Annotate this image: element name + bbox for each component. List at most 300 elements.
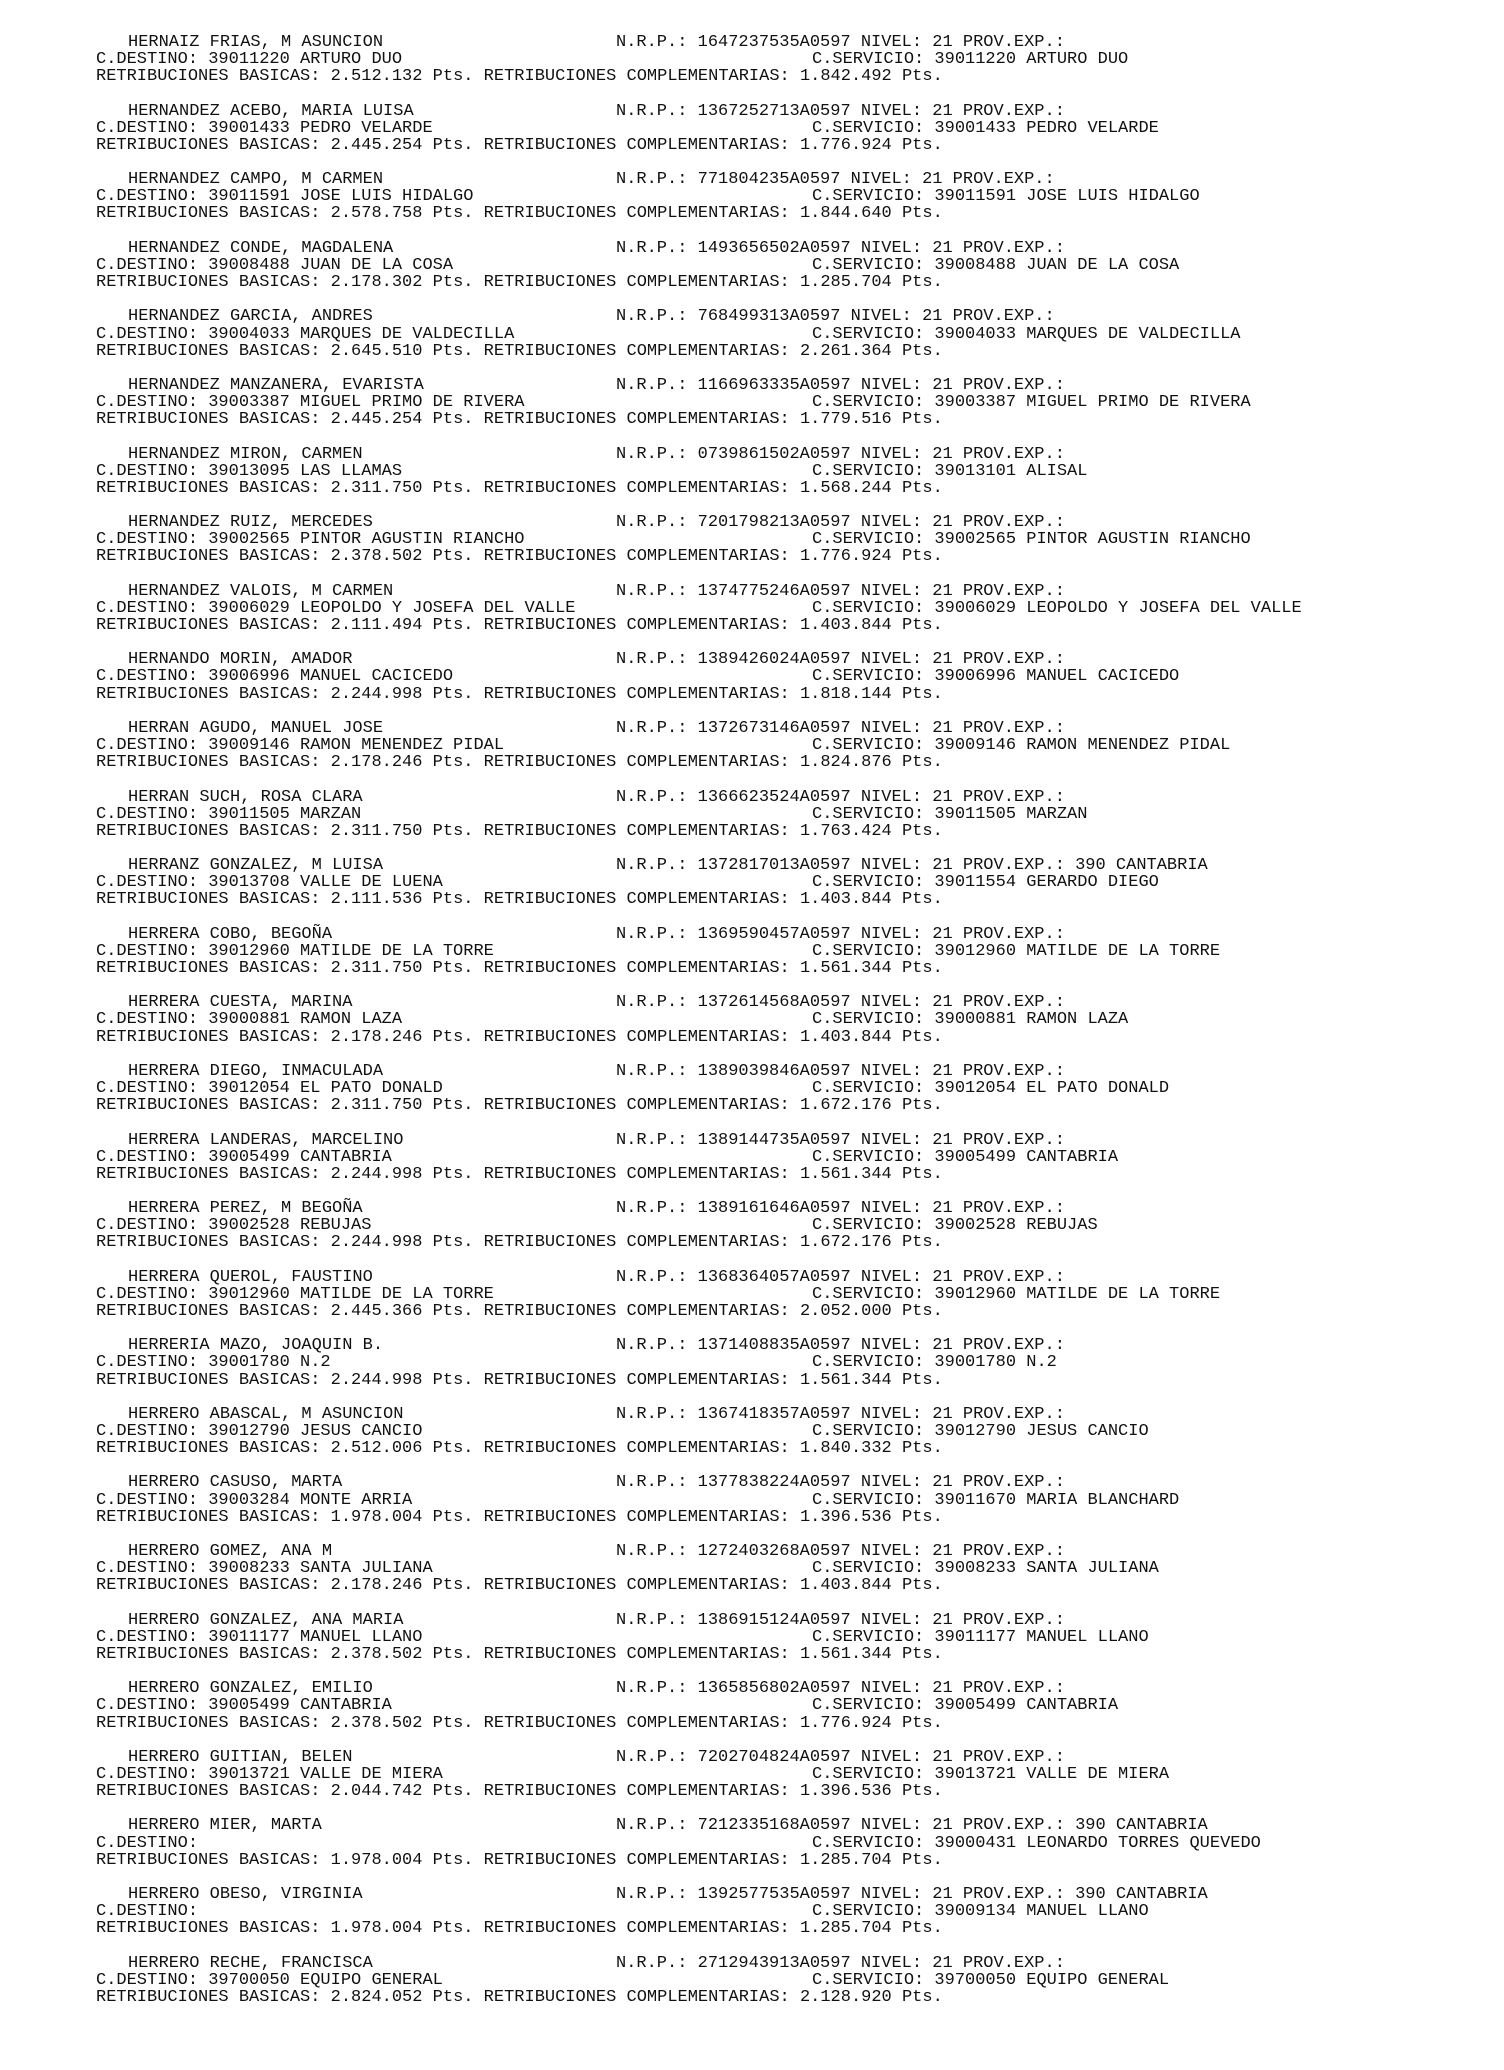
- employee-record: [96, 1063, 1496, 1132]
- complementarias-label: RETRIBUCIONES COMPLEMENTARIAS:: [473, 1576, 800, 1596]
- complementarias-label: RETRIBUCIONES COMPLEMENTARIAS:: [473, 1439, 800, 1459]
- complementarias-value: 1.561.344: [799, 1644, 892, 1664]
- nrp-label: N.R.P.:: [616, 581, 698, 601]
- servicio-label: C.SERVICIO:: [812, 1627, 935, 1647]
- nrp-info: [616, 994, 1065, 1011]
- complementarias-value: 1.568.244: [799, 478, 892, 498]
- nrp-label: N.R.P.:: [616, 718, 698, 738]
- record-header-line: [96, 514, 1496, 531]
- nivel-value: 21: [932, 650, 953, 670]
- servicio-label: C.SERVICIO:: [812, 736, 935, 756]
- employee-record: [96, 926, 1496, 995]
- complementarias-value: 1.403.844: [799, 1027, 892, 1047]
- servicio-info: [812, 1217, 1098, 1234]
- record-destination-line: [96, 531, 1496, 548]
- employee-record: [96, 1132, 1496, 1201]
- nrp-label: N.R.P.:: [616, 1404, 698, 1424]
- destino-info: [96, 1972, 443, 1989]
- pts-unit: Pts.: [422, 1644, 474, 1664]
- pts-unit: Pts.: [422, 1919, 474, 1939]
- destino-info: [96, 531, 524, 548]
- nivel-value: 21: [932, 444, 953, 464]
- nivel-label: NIVEL:: [850, 1199, 933, 1219]
- servicio-value: 39003387 MIGUEL PRIMO DE RIVERA: [934, 393, 1251, 413]
- basicas-label: RETRIBUCIONES BASICAS:: [96, 67, 331, 87]
- servicio-label: C.SERVICIO:: [812, 1422, 935, 1442]
- retribuciones-info: [96, 1440, 943, 1457]
- basicas-label: RETRIBUCIONES BASICAS:: [96, 1164, 331, 1184]
- employee-record: [96, 1406, 1496, 1475]
- nrp-value: 1374775246A0597: [697, 581, 851, 601]
- prov-value: 390 CANTABRIA: [1064, 1885, 1208, 1905]
- employee-record: [96, 308, 1496, 377]
- basicas-label: RETRIBUCIONES BASICAS:: [96, 478, 331, 498]
- prov-label: PROV.EXP.:: [952, 650, 1065, 670]
- nrp-info: [616, 103, 1065, 120]
- pts-unit: Pts.: [422, 410, 474, 430]
- servicio-info: [812, 1903, 1149, 1920]
- nivel-value: 21: [932, 375, 953, 395]
- destino-info: [96, 1217, 371, 1234]
- prov-label: PROV.EXP.:: [942, 170, 1055, 190]
- nrp-info: [616, 1543, 1065, 1560]
- nivel-label: NIVEL:: [850, 1130, 933, 1150]
- retribuciones-info: [96, 1372, 943, 1389]
- nrp-value: 768499313A0597: [697, 307, 841, 327]
- employee-record: [96, 1474, 1496, 1543]
- employee-name: HERRERO OBESO, VIRGINIA: [128, 1885, 363, 1905]
- nrp-value: 1372614568A0597: [697, 993, 851, 1013]
- complementarias-label: RETRIBUCIONES COMPLEMENTARIAS:: [473, 890, 800, 910]
- destino-label: C.DESTINO:: [96, 1902, 209, 1922]
- retribuciones-info: [96, 548, 943, 565]
- nrp-value: 1372817013A0597: [697, 856, 851, 876]
- destino-value: 39008488 JUAN DE LA COSA: [208, 255, 454, 275]
- prov-value: 390 CANTABRIA: [1064, 1816, 1208, 1836]
- record-destination-line: [96, 1697, 1496, 1714]
- nrp-info: [616, 1337, 1065, 1354]
- servicio-info: [812, 120, 1159, 137]
- pts-unit: Pts.: [422, 1850, 474, 1870]
- pts-unit: Pts.: [891, 1027, 943, 1047]
- destino-label: C.DESTINO:: [96, 187, 209, 207]
- nivel-label: NIVEL:: [850, 1336, 933, 1356]
- servicio-label: C.SERVICIO:: [812, 255, 935, 275]
- prov-label: PROV.EXP.:: [952, 1747, 1065, 1767]
- destino-label: C.DESTINO:: [96, 1422, 209, 1442]
- employee-name: HERRAN AGUDO, MANUEL JOSE: [128, 718, 384, 738]
- servicio-label: C.SERVICIO:: [812, 804, 935, 824]
- basicas-label: RETRIBUCIONES BASICAS:: [96, 1507, 331, 1527]
- employee-name: HERNAIZ FRIAS, M ASUNCION: [128, 33, 384, 52]
- retribuciones-info: [96, 1989, 943, 2006]
- nrp-value: 771804235A0597: [697, 170, 841, 190]
- employee-record: [96, 1269, 1496, 1338]
- servicio-info: [812, 394, 1251, 411]
- prov-label: PROV.EXP.:: [952, 1816, 1065, 1836]
- record-header-line: [96, 1337, 1496, 1354]
- complementarias-label: RETRIBUCIONES COMPLEMENTARIAS:: [473, 204, 800, 224]
- employee-record: [96, 1817, 1496, 1886]
- employee-name: HERRERA CUESTA, MARINA: [128, 993, 353, 1013]
- record-destination-line: [96, 1149, 1496, 1166]
- pts-unit: Pts.: [422, 204, 474, 224]
- nivel-label: NIVEL:: [850, 1747, 933, 1767]
- destino-info: [96, 1080, 443, 1097]
- nivel-value: 21: [932, 1610, 953, 1630]
- servicio-info: [812, 1972, 1169, 1989]
- record-salary-line: [96, 1440, 1496, 1457]
- nrp-label: N.R.P.:: [616, 1542, 698, 1562]
- retribuciones-info: [96, 1715, 943, 1732]
- record-header-line: [96, 583, 1496, 600]
- prov-label: PROV.EXP.:: [952, 1473, 1065, 1493]
- record-destination-line: [96, 874, 1496, 891]
- record-header-line: [96, 308, 1496, 325]
- retribuciones-info: [96, 274, 943, 291]
- complementarias-label: RETRIBUCIONES COMPLEMENTARIAS:: [473, 1713, 800, 1733]
- record-header-line: [96, 377, 1496, 394]
- nivel-label: NIVEL:: [850, 1542, 933, 1562]
- nivel-label: NIVEL:: [850, 101, 933, 121]
- employee-name: HERNANDEZ MIRON, CARMEN: [128, 444, 363, 464]
- employee-name: HERRERO ABASCAL, M ASUNCION: [128, 1404, 404, 1424]
- record-salary-line: [96, 1852, 1496, 1869]
- employee-name: HERNANDEZ CAMPO, M CARMEN: [128, 170, 384, 190]
- prov-label: PROV.EXP.:: [952, 1542, 1065, 1562]
- destino-label: C.DESTINO:: [96, 1559, 209, 1579]
- pts-unit: Pts.: [422, 959, 474, 978]
- basicas-label: RETRIBUCIONES BASICAS:: [96, 1096, 331, 1116]
- employee-record: [96, 994, 1496, 1063]
- retribuciones-info: [96, 137, 943, 154]
- complementarias-value: 1.844.640: [799, 204, 892, 224]
- nrp-value: 1368364057A0597: [697, 1267, 851, 1287]
- pts-unit: Pts.: [422, 753, 474, 773]
- basicas-value: 2.044.742: [330, 1782, 423, 1802]
- prov-label: PROV.EXP.:: [952, 856, 1065, 876]
- record-header-line: [96, 1269, 1496, 1286]
- pts-unit: Pts.: [891, 1576, 943, 1596]
- servicio-value: 39011505 MARZAN: [934, 804, 1088, 824]
- servicio-info: [812, 1835, 1261, 1852]
- pts-unit: Pts.: [422, 547, 474, 567]
- nrp-value: 1272403268A0597: [697, 1542, 851, 1562]
- retribuciones-info: [96, 1646, 943, 1663]
- employee-name: HERRAN SUCH, ROSA CLARA: [128, 787, 363, 807]
- nrp-info: [616, 1269, 1065, 1286]
- nrp-label: N.R.P.:: [616, 1816, 698, 1836]
- destino-value: 39012054 EL PATO DONALD: [208, 1079, 443, 1099]
- destino-label: C.DESTINO:: [96, 1147, 209, 1167]
- nrp-value: 7202704824A0597: [697, 1747, 851, 1767]
- nrp-label: N.R.P.:: [616, 993, 698, 1013]
- servicio-info: [812, 1560, 1159, 1577]
- servicio-label: C.SERVICIO:: [812, 393, 935, 413]
- nivel-label: NIVEL:: [850, 1816, 933, 1836]
- basicas-value: 2.178.246: [330, 1027, 423, 1047]
- record-salary-line: [96, 68, 1496, 85]
- prov-label: PROV.EXP.:: [942, 307, 1055, 327]
- servicio-label: C.SERVICIO:: [812, 1490, 935, 1510]
- employee-record: [96, 103, 1496, 172]
- employee-name: HERNANDEZ GARCIA, ANDRES: [128, 307, 373, 327]
- employee-name: HERNANDEZ VALOIS, M CARMEN: [128, 581, 394, 601]
- complementarias-label: RETRIBUCIONES COMPLEMENTARIAS:: [473, 1233, 800, 1253]
- pts-unit: Pts.: [422, 1987, 474, 2007]
- complementarias-label: RETRIBUCIONES COMPLEMENTARIAS:: [473, 684, 800, 704]
- destino-value: 39011220 ARTURO DUO: [208, 50, 403, 70]
- nrp-value: 7201798213A0597: [697, 513, 851, 533]
- nrp-label: N.R.P.:: [616, 787, 698, 807]
- retribuciones-info: [96, 343, 943, 360]
- retribuciones-info: [96, 1783, 943, 1800]
- servicio-label: C.SERVICIO:: [812, 598, 935, 618]
- record-header-line: [96, 446, 1496, 463]
- servicio-info: [812, 668, 1179, 685]
- servicio-label: C.SERVICIO:: [812, 1833, 935, 1853]
- record-destination-line: [96, 1560, 1496, 1577]
- prov-label: PROV.EXP.:: [952, 924, 1065, 944]
- destino-info: [96, 463, 402, 480]
- destino-info: [96, 394, 524, 411]
- complementarias-label: RETRIBUCIONES COMPLEMENTARIAS:: [473, 67, 800, 87]
- record-header-line: [96, 720, 1496, 737]
- destino-label: C.DESTINO:: [96, 50, 209, 70]
- basicas-value: 2.244.998: [330, 1164, 423, 1184]
- pts-unit: Pts.: [891, 273, 943, 293]
- nrp-label: N.R.P.:: [616, 1061, 698, 1081]
- nrp-value: 1377838224A0597: [697, 1473, 851, 1493]
- record-destination-line: [96, 1423, 1496, 1440]
- complementarias-value: 1.396.536: [799, 1782, 892, 1802]
- servicio-label: C.SERVICIO:: [812, 1079, 935, 1099]
- destino-info: [96, 1011, 402, 1028]
- pts-unit: Pts.: [422, 1027, 474, 1047]
- employee-record: [96, 1955, 1496, 2024]
- record-salary-line: [96, 1303, 1496, 1320]
- pts-unit: Pts.: [891, 341, 943, 361]
- destino-value: 39700050 EQUIPO GENERAL: [208, 1970, 443, 1990]
- retribuciones-info: [96, 68, 943, 85]
- nivel-label: NIVEL:: [850, 718, 933, 738]
- basicas-label: RETRIBUCIONES BASICAS:: [96, 410, 331, 430]
- servicio-value: 39012054 EL PATO DONALD: [934, 1079, 1170, 1099]
- record-salary-line: [96, 137, 1496, 154]
- basicas-value: 2.111.494: [330, 616, 423, 636]
- record-destination-line: [96, 188, 1496, 205]
- destino-value: 39011505 MARZAN: [208, 804, 362, 824]
- destino-info: [96, 806, 361, 823]
- nrp-label: N.R.P.:: [616, 1610, 698, 1630]
- prov-label: PROV.EXP.:: [952, 787, 1065, 807]
- servicio-info: [812, 600, 1302, 617]
- record-destination-line: [96, 51, 1496, 68]
- record-header-line: [96, 1749, 1496, 1766]
- servicio-value: 39001433 PEDRO VELARDE: [934, 118, 1159, 138]
- destino-value: 39003387 MIGUEL PRIMO DE RIVERA: [208, 393, 525, 413]
- record-destination-line: [96, 1354, 1496, 1371]
- record-salary-line: [96, 1234, 1496, 1251]
- nrp-info: [616, 926, 1065, 943]
- nivel-value: 21: [932, 1130, 953, 1150]
- nivel-label: NIVEL:: [840, 170, 923, 190]
- employee-name: HERRERO RECHE, FRANCISCA: [128, 1953, 373, 1973]
- record-header-line: [96, 1474, 1496, 1491]
- destino-value: 39005499 CANTABRIA: [208, 1147, 392, 1167]
- nrp-value: 2712943913A0597: [697, 1953, 851, 1973]
- pts-unit: Pts.: [422, 1713, 474, 1733]
- servicio-label: C.SERVICIO:: [812, 324, 935, 344]
- prov-label: PROV.EXP.:: [952, 1130, 1065, 1150]
- employee-record: [96, 857, 1496, 926]
- record-destination-line: [96, 1766, 1496, 1783]
- nivel-label: NIVEL:: [850, 1679, 933, 1699]
- servicio-info: [812, 1080, 1169, 1097]
- retribuciones-info: [96, 205, 943, 222]
- prov-value: 390 CANTABRIA: [1064, 856, 1208, 876]
- record-header-line: [96, 857, 1496, 874]
- basicas-label: RETRIBUCIONES BASICAS:: [96, 1713, 331, 1733]
- nrp-value: 1365856802A0597: [697, 1679, 851, 1699]
- servicio-info: [812, 874, 1159, 891]
- pts-unit: Pts.: [422, 1439, 474, 1459]
- record-header-line: [96, 1132, 1496, 1149]
- retribuciones-info: [96, 1234, 943, 1251]
- destino-label: C.DESTINO:: [96, 530, 209, 550]
- nrp-info: [616, 1132, 1065, 1149]
- record-destination-line: [96, 600, 1496, 617]
- servicio-label: C.SERVICIO:: [812, 187, 935, 207]
- servicio-label: C.SERVICIO:: [812, 667, 935, 687]
- complementarias-value: 1.285.704: [799, 273, 892, 293]
- basicas-label: RETRIBUCIONES BASICAS:: [96, 1850, 331, 1870]
- servicio-label: C.SERVICIO:: [812, 1284, 935, 1304]
- complementarias-value: 1.396.536: [799, 1507, 892, 1527]
- nrp-info: [616, 1474, 1065, 1491]
- basicas-label: RETRIBUCIONES BASICAS:: [96, 341, 331, 361]
- destino-info: [96, 1697, 392, 1714]
- destino-info: [96, 943, 494, 960]
- destino-info: [96, 1629, 422, 1646]
- nrp-label: N.R.P.:: [616, 238, 698, 258]
- nivel-value: 21: [932, 924, 953, 944]
- destino-value: 39013095 LAS LLAMAS: [208, 461, 403, 481]
- retribuciones-info: [96, 617, 943, 634]
- pts-unit: Pts.: [891, 616, 943, 636]
- destino-value: 39009146 RAMON MENENDEZ PIDAL: [208, 736, 505, 756]
- basicas-value: 2.244.998: [330, 1233, 423, 1253]
- complementarias-label: RETRIBUCIONES COMPLEMENTARIAS:: [473, 478, 800, 498]
- nivel-label: NIVEL:: [850, 375, 933, 395]
- employee-name: HERNANDEZ MANZANERA, EVARISTA: [128, 375, 424, 395]
- employee-name: HERRERA DIEGO, INMACULADA: [128, 1061, 384, 1081]
- employee-name: HERRERA COBO, BEGOÑA: [128, 924, 333, 944]
- destino-info: [96, 668, 453, 685]
- nivel-value: 21: [932, 1404, 953, 1424]
- prov-label: PROV.EXP.:: [952, 1885, 1065, 1905]
- servicio-label: C.SERVICIO:: [812, 1353, 935, 1373]
- destino-label: C.DESTINO:: [96, 1216, 209, 1236]
- pts-unit: Pts.: [422, 684, 474, 704]
- pts-unit: Pts.: [891, 753, 943, 773]
- basicas-value: 2.445.254: [330, 410, 423, 430]
- basicas-value: 2.824.052: [330, 1987, 423, 2007]
- nrp-value: 1367418357A0597: [697, 1404, 851, 1424]
- pts-unit: Pts.: [422, 1576, 474, 1596]
- servicio-label: C.SERVICIO:: [812, 461, 935, 481]
- servicio-info: [812, 1286, 1220, 1303]
- nrp-label: N.R.P.:: [616, 1885, 698, 1905]
- nivel-value: 21: [932, 581, 953, 601]
- pts-unit: Pts.: [891, 1782, 943, 1802]
- nrp-value: 1366623524A0597: [697, 787, 851, 807]
- servicio-value: 39006996 MANUEL CACICEDO: [934, 667, 1180, 687]
- destino-value: 39012790 JESUS CANCIO: [208, 1422, 423, 1442]
- servicio-label: C.SERVICIO:: [812, 1559, 935, 1579]
- retribuciones-info: [96, 1029, 943, 1046]
- servicio-value: 39011591 JOSE LUIS HIDALGO: [934, 187, 1200, 207]
- servicio-value: 39011220 ARTURO DUO: [934, 50, 1129, 70]
- nrp-value: 1166963335A0597: [697, 375, 851, 395]
- nivel-value: 21: [932, 1816, 953, 1836]
- basicas-value: 1.978.004: [330, 1507, 423, 1527]
- destino-label: C.DESTINO:: [96, 1353, 209, 1373]
- nivel-label: NIVEL:: [850, 1267, 933, 1287]
- destino-label: C.DESTINO:: [96, 1970, 209, 1990]
- nrp-info: [616, 789, 1065, 806]
- destino-value: 39004033 MARQUES DE VALDECILLA: [208, 324, 515, 344]
- servicio-label: C.SERVICIO:: [812, 118, 935, 138]
- pts-unit: Pts.: [422, 616, 474, 636]
- servicio-value: 39009146 RAMON MENENDEZ PIDAL: [934, 736, 1231, 756]
- nivel-value: 21: [932, 1061, 953, 1081]
- record-destination-line: [96, 1629, 1496, 1646]
- basicas-label: RETRIBUCIONES BASICAS:: [96, 1233, 331, 1253]
- nrp-info: [616, 1886, 1208, 1903]
- destino-info: [96, 51, 402, 68]
- pts-unit: Pts.: [891, 1507, 943, 1527]
- complementarias-value: 1.779.516: [799, 410, 892, 430]
- record-salary-line: [96, 960, 1496, 977]
- destino-label: C.DESTINO:: [96, 941, 209, 961]
- employee-name: HERRERIA MAZO, JOAQUIN B.: [128, 1336, 384, 1356]
- nrp-label: N.R.P.:: [616, 170, 698, 190]
- nrp-info: [616, 857, 1208, 874]
- servicio-value: 39011554 GERARDO DIEGO: [934, 873, 1159, 893]
- nrp-info: [616, 1612, 1065, 1629]
- nrp-value: 1389161646A0597: [697, 1199, 851, 1219]
- basicas-value: 2.645.510: [330, 341, 423, 361]
- complementarias-value: 2.052.000: [799, 1301, 892, 1321]
- servicio-value: 39012960 MATILDE DE LA TORRE: [934, 1284, 1221, 1304]
- nrp-value: 1371408835A0597: [697, 1336, 851, 1356]
- nrp-info: [616, 1406, 1065, 1423]
- servicio-label: C.SERVICIO:: [812, 1764, 935, 1784]
- complementarias-value: 1.561.344: [799, 1370, 892, 1390]
- pts-unit: Pts.: [422, 1782, 474, 1802]
- basicas-value: 2.111.536: [330, 890, 423, 910]
- complementarias-label: RETRIBUCIONES COMPLEMENTARIAS:: [473, 821, 800, 841]
- nrp-label: N.R.P.:: [616, 1747, 698, 1767]
- nrp-value: 1389039846A0597: [697, 1061, 851, 1081]
- employee-record: [96, 1337, 1496, 1406]
- nrp-label: N.R.P.:: [616, 924, 698, 944]
- nrp-label: N.R.P.:: [616, 1336, 698, 1356]
- nivel-value: 21: [932, 993, 953, 1013]
- nrp-info: [616, 1955, 1065, 1972]
- nivel-label: NIVEL:: [850, 856, 933, 876]
